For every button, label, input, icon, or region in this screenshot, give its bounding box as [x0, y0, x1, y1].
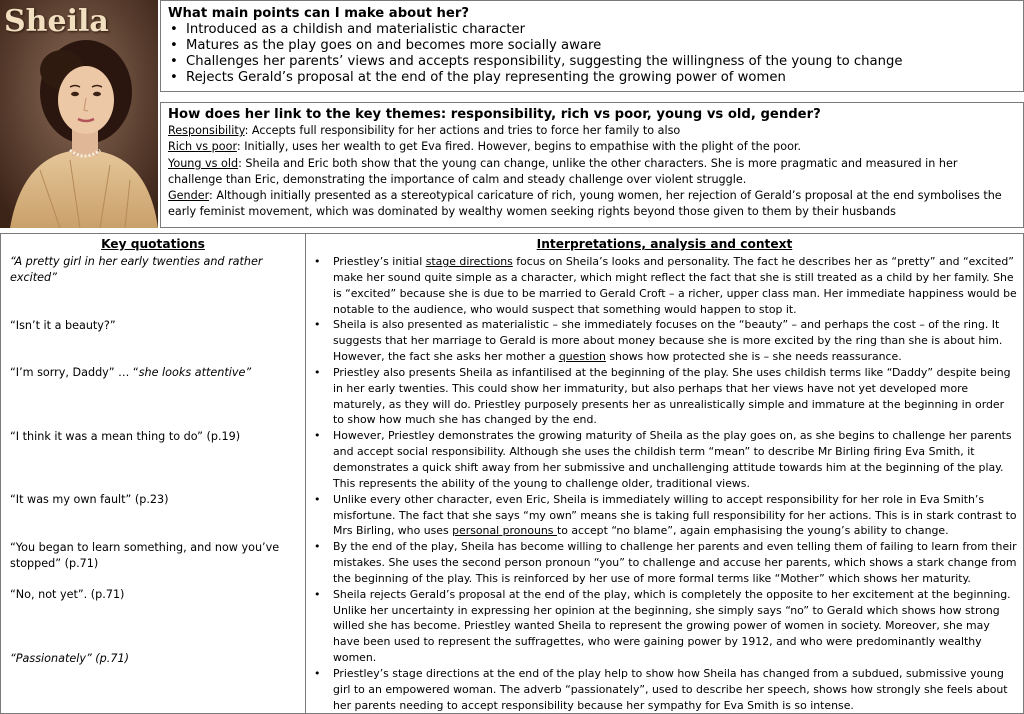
list-item: • Challenges her parents’ views and accepts responsibility, suggesting the willingness of the young to change [168, 54, 1015, 70]
list-item [306, 539, 1017, 587]
quote-item [10, 365, 300, 381]
theme-text: : Sheila and Eric both show that the young can change, unlike the other characters. She is more pragmatic and measured in her challenge than Eric, demonstrating the importance of calm and steady challenge over violent struggle. [168, 156, 958, 186]
quote-page-ref: (p.71) [91, 652, 129, 665]
list-item [306, 428, 1017, 491]
quote-text: “A pretty girl in her early twenties and rather excited” [10, 255, 263, 284]
list-item [306, 587, 1017, 666]
list-item [306, 666, 1017, 714]
main-points-box [160, 0, 1024, 92]
theme-label: Gender [168, 189, 210, 203]
interp-term: stage directions [425, 255, 513, 268]
quote-item [10, 540, 300, 572]
list-item [306, 365, 1017, 428]
list-item: • Introduced as a childish and materialistic character [168, 22, 1015, 38]
list-item [306, 492, 1017, 540]
quote-item [10, 254, 300, 286]
quote-item [10, 651, 300, 667]
theme-young-vs-old [168, 156, 1015, 189]
interpretations-header: Interpretations, analysis and context [306, 234, 1024, 255]
theme-rich-vs-poor [168, 139, 1015, 155]
quotations-column [1, 254, 306, 714]
interpretations-column [306, 254, 1024, 714]
theme-label: Responsibility [168, 124, 245, 137]
main-points-heading: What main points can I make about her? [168, 6, 469, 21]
interp-text: Priestley’s stage directions at the end of the play help to show how Sheila has changed from a subdued, submissive young girl to an empowered woman. The adverb “passionately”, used to describe her speech, shows how strongly she feels about her parents needing to accept responsibility because her sympathy for Eva Smith is so intense. [333, 666, 1008, 712]
theme-text: : Initially, uses her wealth to get Eva fired. However, begins to empathise with the plight of the poor. [236, 140, 802, 154]
theme-responsibility [168, 123, 1015, 139]
interp-text: shows how protected she is – she needs reassurance. [605, 350, 902, 364]
interp-text: Sheila is also presented as materialistic – she immediately focuses on the “beauty” – and perhaps the cost – of the ring. It suggests that her marriage to Gerald is more about money because she is more excited by the ring than she is about him. However, the fact she asks her mother a [333, 318, 1003, 364]
quote-text: “You began to learn something, and now you’ve stopped” (p.71) [10, 541, 280, 570]
quote-item [10, 492, 300, 508]
theme-label: Rich vs poor [168, 140, 237, 154]
theme-text: : Although initially presented as a stereotypical caricature of rich, young women, her rejection of Gerald’s proposal at the end symbolises the early feminist movement, which was dominated by wealthy women seeking rights beyond those given to them by their husbands [168, 189, 1002, 219]
interp-text: However, Priestley demonstrates the growing maturity of Sheila as the play goes on, as she begins to challenge her parents and accept social responsibility. Although she uses the childish term “mean” to describe Mr Birling firing Eva Smith, it demonstrates a quick shift away from her submissive and unchallenging attitude towards him at the beginning of the play. This represents the ability of the young to challenge older, traditional views. [333, 429, 1012, 490]
list-item: • Matures as the play goes on and becomes more socially aware [168, 38, 1015, 54]
quote-text: “It was my own fault” (p.23) [10, 493, 169, 506]
quote-item [10, 429, 300, 445]
key-quotations-header: Key quotations [1, 234, 306, 255]
theme-gender [168, 188, 1015, 221]
theme-text: : Accepts full responsibility for her actions and tries to force her family to also [244, 124, 681, 137]
interp-text: Sheila rejects Gerald’s proposal at the end of the play, which is completely the opposite to her excitement at the beginning. Unlike her uncertainty in expressing her opinion at the beginning, she simply says “no” to Gerald which shows how strong willed she has become. Priestley wanted Sheila to represent the growing power of women in society. Moreover, she may have been used to represent the suffragettes, who were gaining power by 1912, and who were predominantly wealthy women. [333, 587, 1011, 665]
main-points-list [168, 22, 1015, 86]
key-themes-box [160, 102, 1024, 228]
quote-text: “No, not yet”. (p.71) [10, 588, 125, 601]
quote-text: “Isn’t it a beauty?” [10, 319, 116, 332]
interp-term: personal pronouns [452, 524, 557, 538]
portrait-title: Sheila [4, 4, 109, 39]
list-item [306, 254, 1017, 317]
quote-text: “Passionately” [10, 652, 92, 665]
quote-text: “I think it was a mean thing to do” (p.19) [10, 430, 241, 443]
interp-term: question [558, 350, 606, 364]
interp-text: By the end of the play, Sheila has become willing to challenge her parents and even telling them of failing to learn from their mistakes. She uses the second person pronoun “you” to challenge and accuse her parents, which shows a stark change from the beginning of the play. This is reinforced by her use of more formal terms like “Mother” which shows her maturity. [333, 540, 1017, 585]
list-item [306, 317, 1017, 365]
interp-text: Priestley also presents Sheila as infantilised at the beginning of the play. She uses childish terms like “Daddy” despite being in her early twenties. This could show her immaturity, but also perhaps that her views have not yet developed more maturely, as they will do. Priestley purposely presents her as unrealistically simple and immature at the beginning in order to show how much she has changed by the end. [333, 365, 1011, 427]
quote-stage-direction: she looks attentive [138, 366, 246, 379]
interp-text: Unlike every other character, even Eric, Sheila is immediately willing to accept responsibility for her role in Eva Smith’s misfortune. The fact that she says “my own” means she is taking full responsibility for her actions. This is in stark contrast to Mrs Birling, who uses [333, 492, 1017, 538]
theme-label: Young vs old [168, 156, 239, 170]
sheila-portrait [0, 0, 158, 228]
interp-text: to accept “no blame”, again emphasising the young’s ability to change. [556, 524, 949, 538]
key-themes-heading: How does her link to the key themes: responsibility, rich vs poor, young vs old, gender? [168, 107, 821, 122]
interp-text: focus on Sheila’s looks and personality. The fact he describes her as “pretty” and “excited” make her sound quite simple as a character, which might reflect the fact that she is still treated as a child by her family. She is “excited” because she is due to be married to Gerald Croft – a richer, upper class man. Her immediate happiness would be notable to the audience, who would suspect that something would happen to stop it. [333, 255, 1017, 316]
interpretations-list [306, 254, 1023, 713]
quote-item [10, 318, 300, 334]
quote-item [10, 587, 300, 603]
quote-text: “I’m sorry, Daddy” … “ [10, 366, 139, 379]
list-item: • Rejects Gerald’s proposal at the end of the play representing the growing power of women [168, 70, 1015, 86]
quote-text: ” [245, 366, 252, 379]
interp-text: Priestley’s initial [333, 255, 426, 268]
quotations-table [0, 233, 1024, 714]
